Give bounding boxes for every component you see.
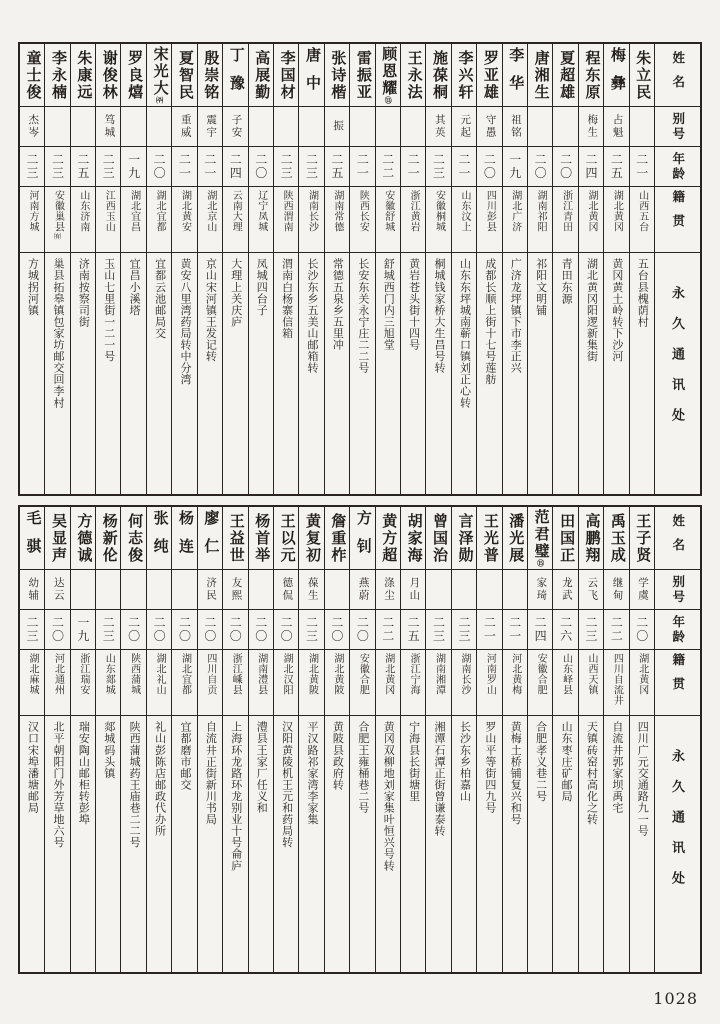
person-native: 浙江瑞安 xyxy=(77,653,89,696)
person-name: 殷崇铭 xyxy=(202,49,219,101)
person-age: 二三 xyxy=(25,616,40,643)
person-column xyxy=(451,44,476,494)
person-address: 宜都云池邮局交 xyxy=(153,258,166,339)
header-column xyxy=(654,507,700,972)
person-age: 二〇 xyxy=(50,616,65,643)
person-column xyxy=(629,507,654,972)
person-address: 平汉路祁家湾李家集 xyxy=(306,721,319,825)
person-age: 二一 xyxy=(406,153,421,180)
person-native: 湖南湘潭 xyxy=(433,653,445,696)
person-age: 二〇 xyxy=(253,153,268,180)
person-column xyxy=(197,44,222,494)
person-age: 二六 xyxy=(558,616,573,643)
person-age: 一九 xyxy=(75,616,90,643)
person-age: 二〇 xyxy=(482,153,497,180)
person-address: 湘潭石潭正街曾谦泰转 xyxy=(433,721,446,837)
person-name: 潘光展 xyxy=(507,512,524,564)
person-address: 舒城西门内三旭堂 xyxy=(382,258,395,351)
person-address: 宜昌小溪塔 xyxy=(128,258,141,316)
person-native: 山东汶上 xyxy=(458,190,470,233)
person-native: 山西五台 xyxy=(636,190,648,233)
person-age: 二〇 xyxy=(634,616,649,643)
person-age: 二〇 xyxy=(152,616,167,643)
person-age: 二〇 xyxy=(126,616,141,643)
person-alias: 祖铭 xyxy=(510,114,522,139)
person-column xyxy=(603,507,628,972)
person-native: 陕西长安 xyxy=(357,190,369,233)
person-age: 二〇 xyxy=(228,616,243,643)
person-address: 京山宋河镇王发记转 xyxy=(204,258,217,362)
person-alias: 杰岑 xyxy=(27,114,39,139)
person-native: 陕西渭南 xyxy=(281,190,293,233)
person-alias: 重威 xyxy=(179,114,191,139)
person-column xyxy=(451,507,476,972)
person-native: 辽宁凤城 xyxy=(255,190,267,233)
person-name: 童士俊 xyxy=(24,49,41,101)
person-name: 王以元 xyxy=(278,512,295,564)
person-address: 长沙东乡柏嘉山 xyxy=(458,721,471,802)
header-alias: 别号 xyxy=(670,574,685,605)
person-address: 四川广元交通路九一号 xyxy=(636,721,649,837)
person-age: 二一 xyxy=(507,616,522,643)
person-native: 山东峄县 xyxy=(560,653,572,696)
person-column xyxy=(20,507,44,972)
person-name: 唐中 xyxy=(304,47,321,103)
person-column xyxy=(197,507,222,972)
person-age: 二〇 xyxy=(558,153,573,180)
person-name: 高鹏翔 xyxy=(583,512,600,564)
person-native: 陕西蒲城 xyxy=(128,653,140,696)
person-column xyxy=(324,507,349,972)
person-age: 二〇 xyxy=(279,616,294,643)
person-age: 二五 xyxy=(406,616,421,643)
person-column xyxy=(70,507,95,972)
header-address: 永久通讯处 xyxy=(670,749,685,902)
person-name: 罗亚雄 xyxy=(481,49,498,101)
person-age: 二二 xyxy=(609,616,624,643)
person-column xyxy=(273,44,298,494)
person-native: 湖北黄冈 xyxy=(611,190,623,233)
person-column xyxy=(146,507,171,972)
person-name: 宋光大㈜ xyxy=(151,46,168,104)
person-name: 雷振亚 xyxy=(354,49,371,101)
person-name: 程东原 xyxy=(583,49,600,101)
person-age: 二三 xyxy=(50,153,65,180)
person-address: 宁海县长街塘里 xyxy=(407,721,420,802)
person-native: 湖北礼山 xyxy=(154,653,166,696)
person-name: 谢俊林 xyxy=(100,49,117,101)
person-native: 浙江嵊县 xyxy=(230,653,242,696)
person-column xyxy=(603,44,628,494)
person-alias: 占魁 xyxy=(611,114,623,139)
person-name: 杨新伦 xyxy=(100,512,117,564)
person-column xyxy=(375,44,400,494)
person-age: 二三 xyxy=(583,616,598,643)
person-name: 田国正 xyxy=(558,512,575,564)
person-column xyxy=(425,44,450,494)
person-column xyxy=(476,507,501,972)
person-age: 二三 xyxy=(304,616,319,643)
person-native: 湖北麻城 xyxy=(27,653,39,696)
person-native: 山东郯城 xyxy=(103,653,115,696)
person-column xyxy=(425,507,450,972)
person-name: 毛骐 xyxy=(24,510,41,566)
person-age: 二四 xyxy=(533,616,548,643)
person-column xyxy=(95,507,120,972)
person-native: 湖北黄陂 xyxy=(306,653,318,696)
person-address: 宜都磨市邮交 xyxy=(178,721,191,791)
person-address: 罗山平等街四九号 xyxy=(483,721,496,814)
header-age: 年龄 xyxy=(670,151,685,182)
person-alias: 幼辅 xyxy=(27,577,39,602)
person-name: 李华 xyxy=(507,47,524,103)
person-name: 丁豫 xyxy=(227,47,244,103)
person-name: 张纯 xyxy=(151,510,168,566)
person-address: 济南按察司街 xyxy=(77,258,90,328)
person-age: 二二 xyxy=(380,153,395,180)
person-age: 二一 xyxy=(355,153,370,180)
person-address: 凤城四台子 xyxy=(255,258,268,316)
header-native: 籍贯 xyxy=(670,653,685,701)
person-address: 郯城码头镇 xyxy=(102,721,115,779)
person-column xyxy=(349,507,374,972)
person-native: 四川自贡 xyxy=(204,653,216,696)
person-native: 湖北黄冈 xyxy=(382,653,394,696)
person-native: 安徽巢县㈲ xyxy=(52,190,64,240)
person-name: 李国材 xyxy=(278,49,295,101)
person-alias: 德侃 xyxy=(281,577,293,602)
person-alias: 龙武 xyxy=(560,577,572,602)
person-native: 湖北汉阳 xyxy=(281,653,293,696)
person-address: 自流井正街新川书局 xyxy=(204,721,217,825)
person-column xyxy=(400,507,425,972)
person-column xyxy=(273,507,298,972)
header-column xyxy=(654,44,700,494)
person-column xyxy=(349,44,374,494)
person-native: 四川彭县 xyxy=(484,190,496,233)
person-column xyxy=(120,507,145,972)
table-top xyxy=(18,42,702,496)
person-name: 王子贤 xyxy=(634,512,651,564)
person-alias: 其英 xyxy=(433,114,445,139)
person-name: 胡家海 xyxy=(405,512,422,564)
header-name: 姓名 xyxy=(670,514,685,562)
person-native: 山西天镇 xyxy=(585,653,597,696)
person-name: 杨首举 xyxy=(253,512,270,564)
person-name: 禹玉成 xyxy=(608,512,625,564)
person-alias: 家琦 xyxy=(535,577,547,602)
person-address: 山东东坪城南蕲口镇刘正心转 xyxy=(458,258,471,409)
person-address: 黄冈黄土岭转下沙河 xyxy=(610,258,623,362)
person-address: 青田东源 xyxy=(560,258,573,305)
person-address: 长沙东乡五美山邮箱转 xyxy=(306,258,319,374)
person-native: 湖北京山 xyxy=(204,190,216,233)
person-alias: 继甸 xyxy=(611,577,623,602)
person-address: 汉阳黄陵机王元和药局转 xyxy=(280,721,293,849)
person-address: 成都长顺上街十七号莲舫 xyxy=(483,258,496,386)
person-column xyxy=(44,507,69,972)
person-address: 巢县拓皋镇包家坊邮交回李村 xyxy=(51,258,64,409)
person-native: 云南大理 xyxy=(230,190,242,233)
person-address: 常德五泉乡五里冲 xyxy=(331,258,344,351)
person-native: 湖北黄安 xyxy=(179,190,191,233)
person-name: 朱立民 xyxy=(634,49,651,101)
person-name: 黄复初 xyxy=(304,512,321,564)
person-native: 湖北黄冈 xyxy=(636,653,648,696)
person-alias: 振 xyxy=(332,120,344,133)
person-age: 二五 xyxy=(329,153,344,180)
person-column xyxy=(400,44,425,494)
person-age: 二一 xyxy=(177,153,192,180)
person-native: 安徽舒城 xyxy=(382,190,394,233)
person-alias: 达云 xyxy=(52,577,64,602)
person-native: 湖北广济 xyxy=(509,190,521,233)
person-native: 河南方城 xyxy=(27,190,39,233)
person-native: 湖北黄陂 xyxy=(331,653,343,696)
person-column xyxy=(120,44,145,494)
person-alias: 学虞 xyxy=(637,577,649,602)
person-address: 黄岩苍头街十四号 xyxy=(407,258,420,351)
person-age: 二二 xyxy=(380,616,395,643)
person-native: 河北通州 xyxy=(52,653,64,696)
person-address: 湖北黄冈阳逻新集街 xyxy=(585,258,598,362)
person-native: 安徽桐城 xyxy=(433,190,445,233)
person-address: 澧县王家厂任义和 xyxy=(255,721,268,814)
person-name: 王益世 xyxy=(227,512,244,564)
person-address: 北平朝阳门外芳草地六号 xyxy=(51,721,64,849)
person-native: 湖南长沙 xyxy=(458,653,470,696)
page-number: 1028 xyxy=(653,989,698,1008)
person-native: 湖南常德 xyxy=(331,190,343,233)
person-name: 何志俊 xyxy=(126,512,143,564)
person-alias: 梅生 xyxy=(586,114,598,139)
person-age: 二三 xyxy=(431,153,446,180)
header-native: 籍贯 xyxy=(670,190,685,238)
person-age: 二〇 xyxy=(329,616,344,643)
person-name: 王永法 xyxy=(405,49,422,101)
person-name: 朱康远 xyxy=(75,49,92,101)
person-column xyxy=(70,44,95,494)
person-native: 湖南祁阳 xyxy=(535,190,547,233)
person-address: 黄冈双柳地刘家集叶恒兴号转 xyxy=(382,721,395,872)
person-age: 二五 xyxy=(75,153,90,180)
person-age: 二三 xyxy=(304,153,319,180)
person-age: 二三 xyxy=(279,153,294,180)
person-age: 二〇 xyxy=(177,616,192,643)
person-name: 施葆桐 xyxy=(431,49,448,101)
person-address: 方城拐河镇 xyxy=(26,258,39,316)
person-column xyxy=(629,44,654,494)
person-name: 梅彝 xyxy=(608,47,625,103)
person-age: 二一 xyxy=(634,153,649,180)
person-address: 山东枣庄矿邮局 xyxy=(560,721,573,802)
person-native: 山东济南 xyxy=(77,190,89,233)
person-column xyxy=(171,44,196,494)
person-address: 上海环龙路环龙别业十号侖庐 xyxy=(229,721,242,872)
person-column xyxy=(248,44,273,494)
person-name: 唐湘生 xyxy=(532,49,549,101)
person-native: 湖北黄冈 xyxy=(585,190,597,233)
person-address: 黄安八里湾药局转中分湾 xyxy=(178,258,191,386)
person-address: 汉口宋埠潘塘邮局 xyxy=(26,721,39,814)
person-age: 二三 xyxy=(456,616,471,643)
person-native: 湖南长沙 xyxy=(306,190,318,233)
person-column xyxy=(95,44,120,494)
person-column xyxy=(44,44,69,494)
person-address: 玉山七里街一二一号 xyxy=(102,258,115,362)
person-name: 曾国治 xyxy=(431,512,448,564)
person-address: 渭南白杨寨信箱 xyxy=(280,258,293,339)
person-column xyxy=(552,507,577,972)
person-age: 二四 xyxy=(583,153,598,180)
person-column xyxy=(502,507,527,972)
person-name: 夏智民 xyxy=(176,49,193,101)
person-column xyxy=(298,44,323,494)
person-column xyxy=(552,44,577,494)
header-name: 姓名 xyxy=(670,51,685,99)
person-address: 合肥王雍桶巷二号 xyxy=(356,721,369,814)
person-native: 河北黄梅 xyxy=(509,653,521,696)
person-address: 礼山彭陈店邮政代办所 xyxy=(153,721,166,837)
person-age: 二一 xyxy=(482,616,497,643)
person-name: 罗良熺 xyxy=(126,49,143,101)
person-native: 湖北宜昌 xyxy=(128,190,140,233)
person-address: 广济龙坪镇下市李正兴 xyxy=(509,258,522,374)
person-name: 范君璧⑮ xyxy=(532,509,549,567)
person-native: 浙江黄岩 xyxy=(408,190,420,233)
person-address: 长安东关永宁庄二二号 xyxy=(356,258,369,374)
person-address: 合肥孝义巷二号 xyxy=(534,721,547,802)
person-name: 言泽勋 xyxy=(456,512,473,564)
person-name: 方德诚 xyxy=(75,512,92,564)
person-name: 方钊 xyxy=(354,510,371,566)
person-column xyxy=(502,44,527,494)
person-address: 陕西蒲城药王庙巷二二号 xyxy=(128,721,141,849)
person-age: 二〇 xyxy=(253,616,268,643)
person-column xyxy=(476,44,501,494)
person-alias: 燕蔚 xyxy=(357,577,369,602)
person-age: 二〇 xyxy=(355,616,370,643)
person-column xyxy=(146,44,171,494)
person-name: 李永楠 xyxy=(49,49,66,101)
person-alias: 友熙 xyxy=(230,577,242,602)
person-alias: 云飞 xyxy=(586,577,598,602)
person-column xyxy=(578,44,603,494)
person-native: 四川自流井 xyxy=(611,653,623,706)
person-name: 吴显声 xyxy=(49,512,66,564)
person-name: 张诗楷 xyxy=(329,49,346,101)
person-column xyxy=(222,507,247,972)
person-age: 二三 xyxy=(431,616,446,643)
person-address: 大理上关庆庐 xyxy=(229,258,242,328)
person-native: 浙江青田 xyxy=(560,190,572,233)
person-name: 夏超雄 xyxy=(558,49,575,101)
person-native: 江西玉山 xyxy=(103,190,115,233)
person-age: 二四 xyxy=(228,153,243,180)
person-native: 湖北宜都 xyxy=(179,653,191,696)
person-name: 王光普 xyxy=(481,512,498,564)
header-address: 永久通讯处 xyxy=(670,286,685,439)
person-native: 河南罗山 xyxy=(484,653,496,696)
person-native: 浙江宁海 xyxy=(408,653,420,696)
person-native: 安徽合肥 xyxy=(535,653,547,696)
person-age: 二五 xyxy=(609,153,624,180)
person-alias: 元起 xyxy=(459,114,471,139)
person-age: 二三 xyxy=(101,616,116,643)
person-age: 二一 xyxy=(202,153,217,180)
person-native: 湖南澧县 xyxy=(255,653,267,696)
person-name: 顾恩耀⑬ xyxy=(380,46,397,104)
person-name: 詹重柞 xyxy=(329,512,346,564)
person-column xyxy=(298,507,323,972)
person-alias: 月山 xyxy=(408,577,420,602)
person-name: 李兴轩 xyxy=(456,49,473,101)
person-column xyxy=(578,507,603,972)
person-address: 天镇砖窑村高化之转 xyxy=(585,721,598,825)
person-alias: 济民 xyxy=(205,577,217,602)
header-alias: 别号 xyxy=(670,111,685,142)
directory-tables xyxy=(18,42,702,974)
person-address: 祁阳文明铺 xyxy=(534,258,547,316)
table-bottom xyxy=(18,505,702,974)
person-name: 黄方超 xyxy=(380,512,397,564)
person-column xyxy=(222,44,247,494)
person-column xyxy=(248,507,273,972)
person-column xyxy=(527,507,552,972)
person-age: 二〇 xyxy=(202,616,217,643)
person-alias: 笃城 xyxy=(103,114,115,139)
person-native: 安徽合肥 xyxy=(357,653,369,696)
person-name: 高展勤 xyxy=(253,49,270,101)
person-address: 瑞安陶山邮柜转彭埠 xyxy=(77,721,90,825)
header-age: 年龄 xyxy=(670,614,685,645)
person-column xyxy=(324,44,349,494)
person-age: 一九 xyxy=(126,153,141,180)
person-age: 二一 xyxy=(456,153,471,180)
person-alias: 守愚 xyxy=(484,114,496,139)
person-name: 杨连 xyxy=(176,510,193,566)
person-age: 二〇 xyxy=(152,153,167,180)
person-address: 黄梅土桥铺复兴和号 xyxy=(509,721,522,825)
person-native: 湖北宜都 xyxy=(154,190,166,233)
person-name: 廖仁 xyxy=(202,510,219,566)
person-column xyxy=(527,44,552,494)
person-age: 二三 xyxy=(25,153,40,180)
person-age: 一九 xyxy=(507,153,522,180)
person-column xyxy=(375,507,400,972)
person-column xyxy=(20,44,44,494)
person-alias: 涤尘 xyxy=(382,577,394,602)
person-alias: 葆生 xyxy=(306,577,318,602)
person-alias: 子安 xyxy=(230,114,242,139)
person-address: 五台县槐荫村 xyxy=(636,258,649,328)
person-address: 桐城钱家桥大生昌号转 xyxy=(433,258,446,374)
person-column xyxy=(171,507,196,972)
person-address: 自流井郭家坝禹宅 xyxy=(610,721,623,814)
person-age: 二〇 xyxy=(533,153,548,180)
person-alias: 震宇 xyxy=(205,114,217,139)
person-age: 二三 xyxy=(101,153,116,180)
person-address: 黄陂县政府转 xyxy=(331,721,344,791)
